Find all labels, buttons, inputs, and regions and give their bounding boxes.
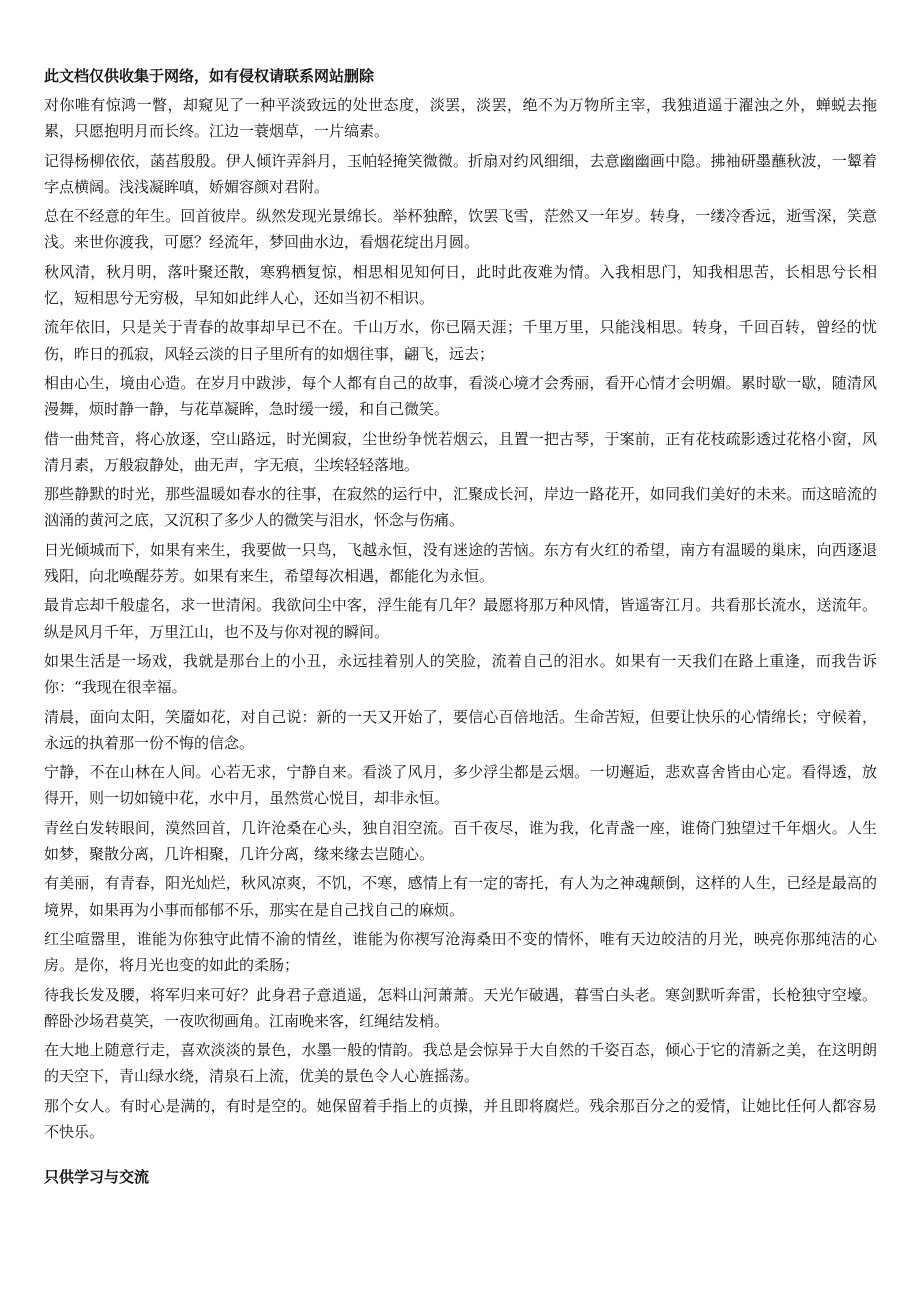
paragraph: 日光倾城而下，如果有来生，我要做一只鸟，飞越永恒，没有迷途的苦恼。东方有火红的希望，南方有温暖的巢床，向西逐退残阳，向北唤醒芬芳。如果有来生，希望每次相遇，都能化为永恒。 (44, 540, 877, 586)
footer-note: 只供学习与交流 (44, 1168, 150, 1187)
paragraph: 待我长发及腰，将军归来可好？此身君子意逍遥，怎料山河萧萧。天光乍破遇，暮雪白头老。寒剑默听奔雷，长枪独守空壕。醉卧沙场君莫笑，一夜吹彻画角。江南晚来客，红绳结发梢。 (44, 985, 877, 1030)
paragraph: 青丝白发转眼间，漠然回首，几许沧桑在心头，独自泪空流。百千夜尽，谁为我，化青盏一座，谁倚门独望过千年烟火。人生如梦，聚散分离，几许相聚，几许分离，缘来缘去岂随心。 (44, 818, 877, 864)
paragraph: 那些静默的时光，那些温暖如春水的往事，在寂然的运行中，汇聚成长河，岸边一路花开，如同我们美好的未来。而这暗流的汹涌的黄河之底，又沉积了多少人的微笑与泪水，怀念与伤痛。 (44, 485, 877, 530)
paragraph: 红尘喧嚣里，谁能为你独守此情不渝的情丝，谁能为你禊写沧海桑田不变的情怀，唯有天边皎洁的月光，映亮你那纯洁的心房。是你，将月光也变的如此的柔肠； (44, 929, 877, 975)
paragraph: 对你唯有惊鸿一瞥，却窥见了一种平淡致远的处世态度，淡罢，淡罢，绝不为万物所主宰，我独逍遥于濯浊之外，蝉蜕去拖累，只愿抱明月而长终。江边一蓑烟草，一片缟素。 (44, 96, 877, 141)
paragraph: 清晨，面向太阳，笑靥如花，对自己说：新的一天又开始了，要信心百倍地活。生命苦短，但要让快乐的心情绵长；守候着，永远的执着那一份不悔的信念。 (44, 707, 877, 752)
paragraph: 宁静，不在山林在人间。心若无求，宁静自来。看淡了风月，多少浮尘都是云烟。一切邂逅，悲欢喜舍皆由心定。看得透，放得开，则一切如镜中花，水中月，虽然赏心悦目，却非永恒。 (44, 763, 877, 808)
document-page (44, 64, 877, 1189)
paragraph: 总在不经意的年生。回首彼岸。纵然发现光景绵长。举杯独醉，饮罢飞雪，茫然又一年岁。转身，一缕冷香远，逝雪深，笑意浅。来世你渡我，可愿？经流年，梦回曲水边，看烟花绽出月圆。 (44, 207, 877, 252)
paragraph: 相由心生，境由心造。在岁月中跋涉，每个人都有自己的故事，看淡心境才会秀丽，看开心情才会明媚。累时歇一歇，随清风漫舞，烦时静一静，与花草凝眸，急时缓一缓，和自己微笑。 (44, 373, 877, 419)
paragraph: 借一曲梵音，将心放逐，空山路远，时光阒寂，尘世纷争恍若烟云，且置一把古琴，于案前，正有花枝疏影透过花格小窗，风清月素，万般寂静处，曲无声，字无痕，尘埃轻轻落地。 (44, 429, 877, 474)
paragraph: 最肯忘却千般虚名，求一世清闲。我欲问尘中客，浮生能有几年？最愿将那万种风情，皆遥寄江月。共看那长流水，送流年。纵是风月千年，万里江山，也不及与你对视的瞬间。 (44, 596, 877, 641)
paragraph: 如果生活是一场戏，我就是那台上的小丑，永远挂着别人的笑脸，流着自己的泪水。如果有一天我们在路上重逢，而我告诉你：“我现在很幸福。 (44, 651, 877, 697)
paragraph: 秋风清，秋月明，落叶聚还散，寒鸦栖复惊，相思相见知何日，此时此夜难为情。入我相思门，知我相思苦，长相思兮长相忆，短相思兮无穷极，早知如此绊人心，还如当初不相识。 (44, 262, 877, 308)
paragraph: 流年依旧，只是关于青春的故事却早已不在。千山万水，你已隔天涯；千里万里，只能浅相思。转身，千回百转，曾经的忧伤，昨日的孤寂，风轻云淡的日子里所有的如烟往事，翩飞，远去； (44, 318, 877, 363)
header-disclaimer: 此文档仅供收集于网络，如有侵权请联系网站删除 (44, 67, 375, 85)
paragraph: 记得杨柳依依，菡萏殷殷。伊人倾许弄斜月，玉帕轻掩笑微微。折扇对约风细细，去意幽幽画中隐。拂袖研墨蘸秋波，一颦着字点横阔。浅浅凝眸嗔，娇媚容颜对君附。 (44, 151, 877, 196)
paragraph: 在大地上随意行走，喜欢淡淡的景色，水墨一般的情韵。我总是会惊异于大自然的千姿百态，倾心于它的清新之美，在这明朗的天空下，青山绿水绕，清泉石上流，优美的景色令人心旌摇荡。 (44, 1041, 877, 1086)
paragraph: 有美丽，有青春，阳光灿烂，秋风凉爽，不饥，不寒，感情上有一定的寄托，有人为之神魂颠倒，这样的人生，已经是最高的境界，如果再为小事而郁郁不乐，那实在是自己找自己的麻烦。 (44, 874, 877, 919)
paragraph: 那个女人。有时心是满的，有时是空的。她保留着手指上的贞操，并且即将腐烂。残余那百分之的爱情，让她比任何人都容易不快乐。 (44, 1096, 877, 1141)
